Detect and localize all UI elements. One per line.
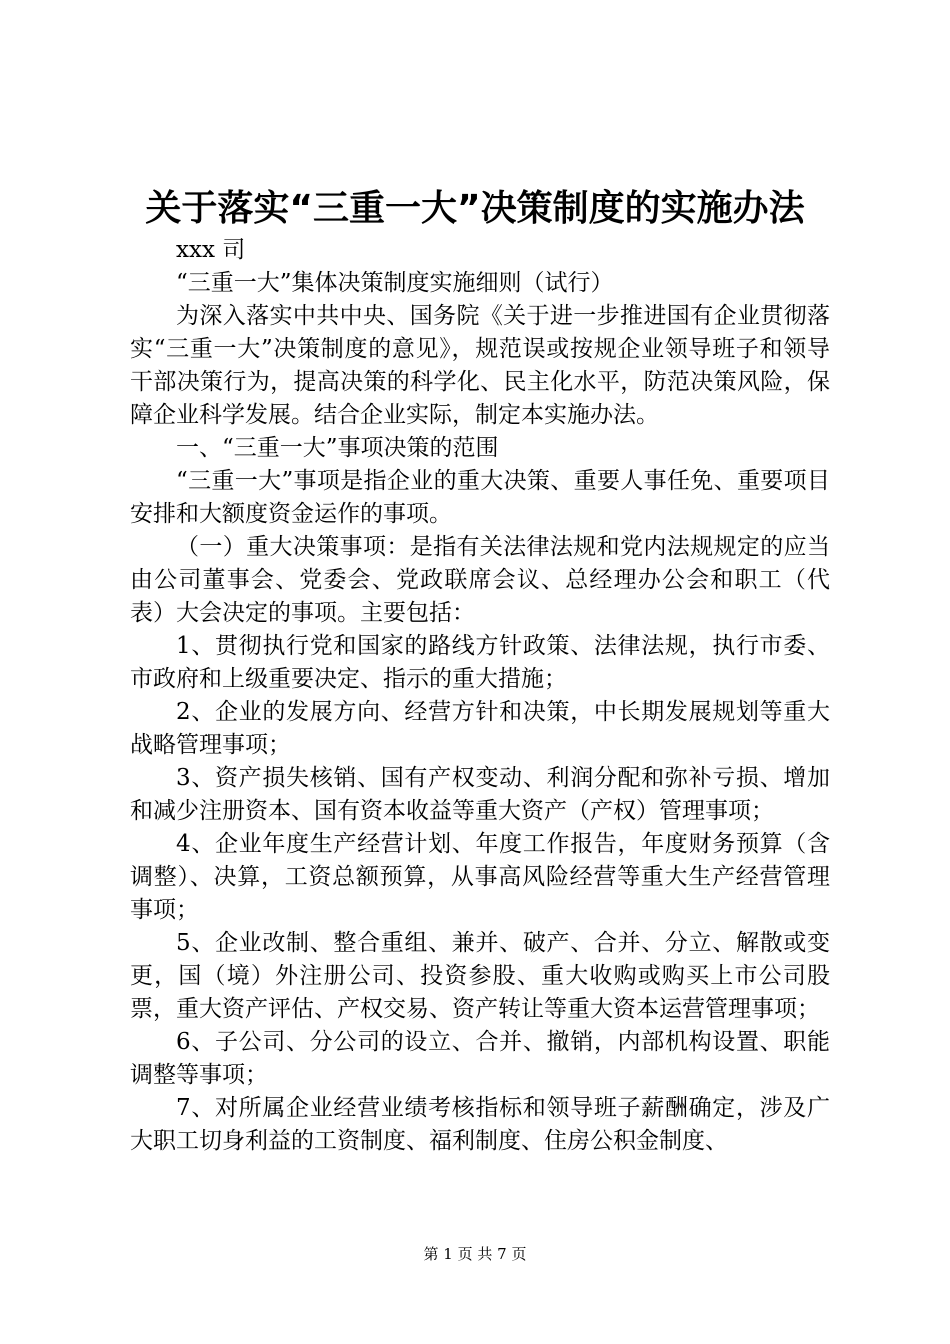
list-item-6: 6、子公司、分公司的设立、合并、撤销，内部机构设置、职能调整等事项； bbox=[130, 1029, 830, 1088]
list-item-2: 2、企业的发展方向、经营方针和决策，中长期发展规划等重大战略管理事项； bbox=[130, 699, 830, 758]
document-title: 关于落实“三重一大”决策制度的实施办法 bbox=[145, 188, 805, 229]
paragraph-definition: “三重一大”事项是指企业的重大决策、重要人事任免、重要项目安排和大额度资金运作的事项。 bbox=[130, 468, 830, 527]
list-item-7: 7、对所属企业经营业绩考核指标和领导班子薪酬确定，涉及广大职工切身利益的工资制度、福利制度、住房公积金制度、 bbox=[130, 1095, 830, 1154]
page-footer: 第 1 页 共 7 页 bbox=[423, 1245, 527, 1263]
paragraph-company: xxx 司 bbox=[176, 237, 246, 263]
paragraph-subtitle: “三重一大”集体决策制度实施细则（试行） bbox=[176, 270, 614, 296]
section-heading-1: 一、“三重一大”事项决策的范围 bbox=[176, 435, 499, 461]
paragraph-major-decisions: （一）重大决策事项：是指有关法律法规和党内法规规定的应当由公司董事会、党委会、党政联席会议、总经理办公会和职工（代表）大会决定的事项。主要包括： bbox=[130, 534, 830, 626]
list-item-4: 4、企业年度生产经营计划、年度工作报告，年度财务预算（含调整）、决算，工资总额预算，从事高风险经营等重大生产经营管理事项； bbox=[130, 831, 830, 923]
list-item-1: 1、贯彻执行党和国家的路线方针政策、法律法规，执行市委、市政府和上级重要决定、指示的重大措施； bbox=[130, 633, 830, 692]
list-item-3: 3、资产损失核销、国有产权变动、利润分配和弥补亏损、增加和减少注册资本、国有资本收益等重大资产（产权）管理事项； bbox=[130, 765, 830, 824]
paragraph-intro: 为深入落实中共中央、国务院《关于进一步推进国有企业贯彻落实“三重一大”决策制度的意见》，规范误或按规企业领导班子和领导干部决策行为，提高决策的科学化、民主化水平，防范决策风险，保障企业科学发展。结合企业实际，制定本实施办法。 bbox=[130, 303, 830, 428]
list-item-5: 5、企业改制、整合重组、兼并、破产、合并、分立、解散或变更，国（境）外注册公司、投资参股、重大收购或购买上市公司股票，重大资产评估、产权交易、资产转让等重大资本运营管理事项； bbox=[130, 930, 830, 1022]
document-body bbox=[130, 234, 830, 1158]
